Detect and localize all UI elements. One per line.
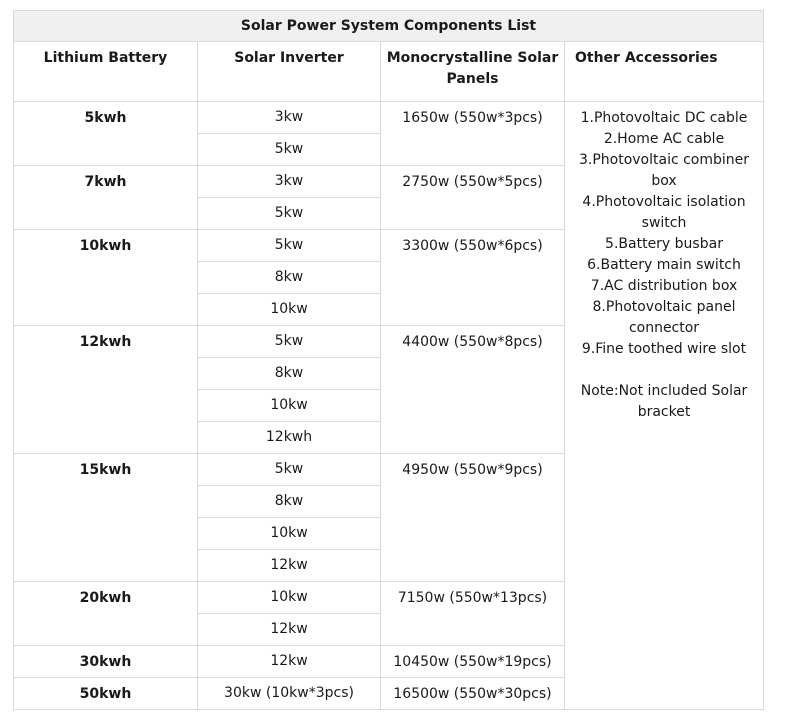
inverter-cell: 3kw [198,166,381,198]
accessory-line: 7.AC distribution box [590,278,738,294]
inverter-cell: 5kw [198,134,381,166]
battery-capacity-cell: 50kwh [14,678,198,710]
inverter-cell: 10kw [198,582,381,614]
inverter-cell: 10kw [198,294,381,326]
table-title: Solar Power System Components List [14,11,764,42]
inverter-cell: 12kw [198,550,381,582]
panels-cell: 3300w (550w*6pcs) [381,230,565,326]
accessory-line: switch [641,215,687,231]
inverter-cell: 8kw [198,262,381,294]
inverter-cell: 5kw [198,230,381,262]
battery-capacity-cell: 12kwh [14,326,198,454]
inverter-cell: 5kw [198,326,381,358]
panels-cell: 4950w (550w*9pcs) [381,454,565,582]
inverter-cell: 12kw [198,646,381,678]
header-lithium-battery: Lithium Battery [14,42,198,102]
accessory-line: 1.Photovoltaic DC cable [580,110,748,126]
header-panels-line2: Panels [446,71,499,87]
battery-capacity-cell: 5kwh [14,102,198,166]
accessory-line: 9.Fine toothed wire slot [581,341,747,357]
accessory-line: 5.Battery busbar [605,236,723,252]
panels-cell: 7150w (550w*13pcs) [381,582,565,646]
panels-cell: 2750w (550w*5pcs) [381,166,565,230]
inverter-cell: 3kw [198,102,381,134]
inverter-cell: 8kw [198,358,381,390]
inverter-cell: 10kw [198,518,381,550]
battery-capacity-cell: 15kwh [14,454,198,582]
accessory-line: connector [628,320,700,336]
panels-cell: 1650w (550w*3pcs) [381,102,565,166]
panels-cell: 4400w (550w*8pcs) [381,326,565,454]
battery-capacity-cell: 10kwh [14,230,198,326]
accessory-note-line1: Note:Not included Solar [580,383,748,399]
panels-cell: 10450w (550w*19pcs) [381,646,565,678]
accessory-line: 8.Photovoltaic panel [592,299,736,315]
accessory-line: 3.Photovoltaic combiner [578,152,750,168]
components-table [13,10,764,710]
accessory-note-line2: bracket [637,404,691,420]
battery-capacity-cell: 20kwh [14,582,198,646]
inverter-cell: 5kw [198,454,381,486]
accessory-line: 6.Battery main switch [587,257,741,273]
accessory-line: box [651,173,677,189]
inverter-cell: 12kw [198,614,381,646]
accessory-line: 4.Photovoltaic isolation [582,194,746,210]
header-monocrystalline-panels [381,42,565,102]
accessories-cell [565,102,764,710]
header-solar-inverter: Solar Inverter [198,42,381,102]
header-other-accessories: Other Accessories [565,42,764,102]
inverter-cell: 5kw [198,198,381,230]
panels-cell: 16500w (550w*30pcs) [381,678,565,710]
accessory-line: 2.Home AC cable [603,131,725,147]
table-row [14,102,764,134]
inverter-cell: 10kw [198,390,381,422]
header-panels-line1: Monocrystalline Solar [386,50,559,66]
inverter-cell: 30kw (10kw*3pcs) [198,678,381,710]
inverter-cell: 8kw [198,486,381,518]
battery-capacity-cell: 7kwh [14,166,198,230]
inverter-cell: 12kwh [198,422,381,454]
battery-capacity-cell: 30kwh [14,646,198,678]
